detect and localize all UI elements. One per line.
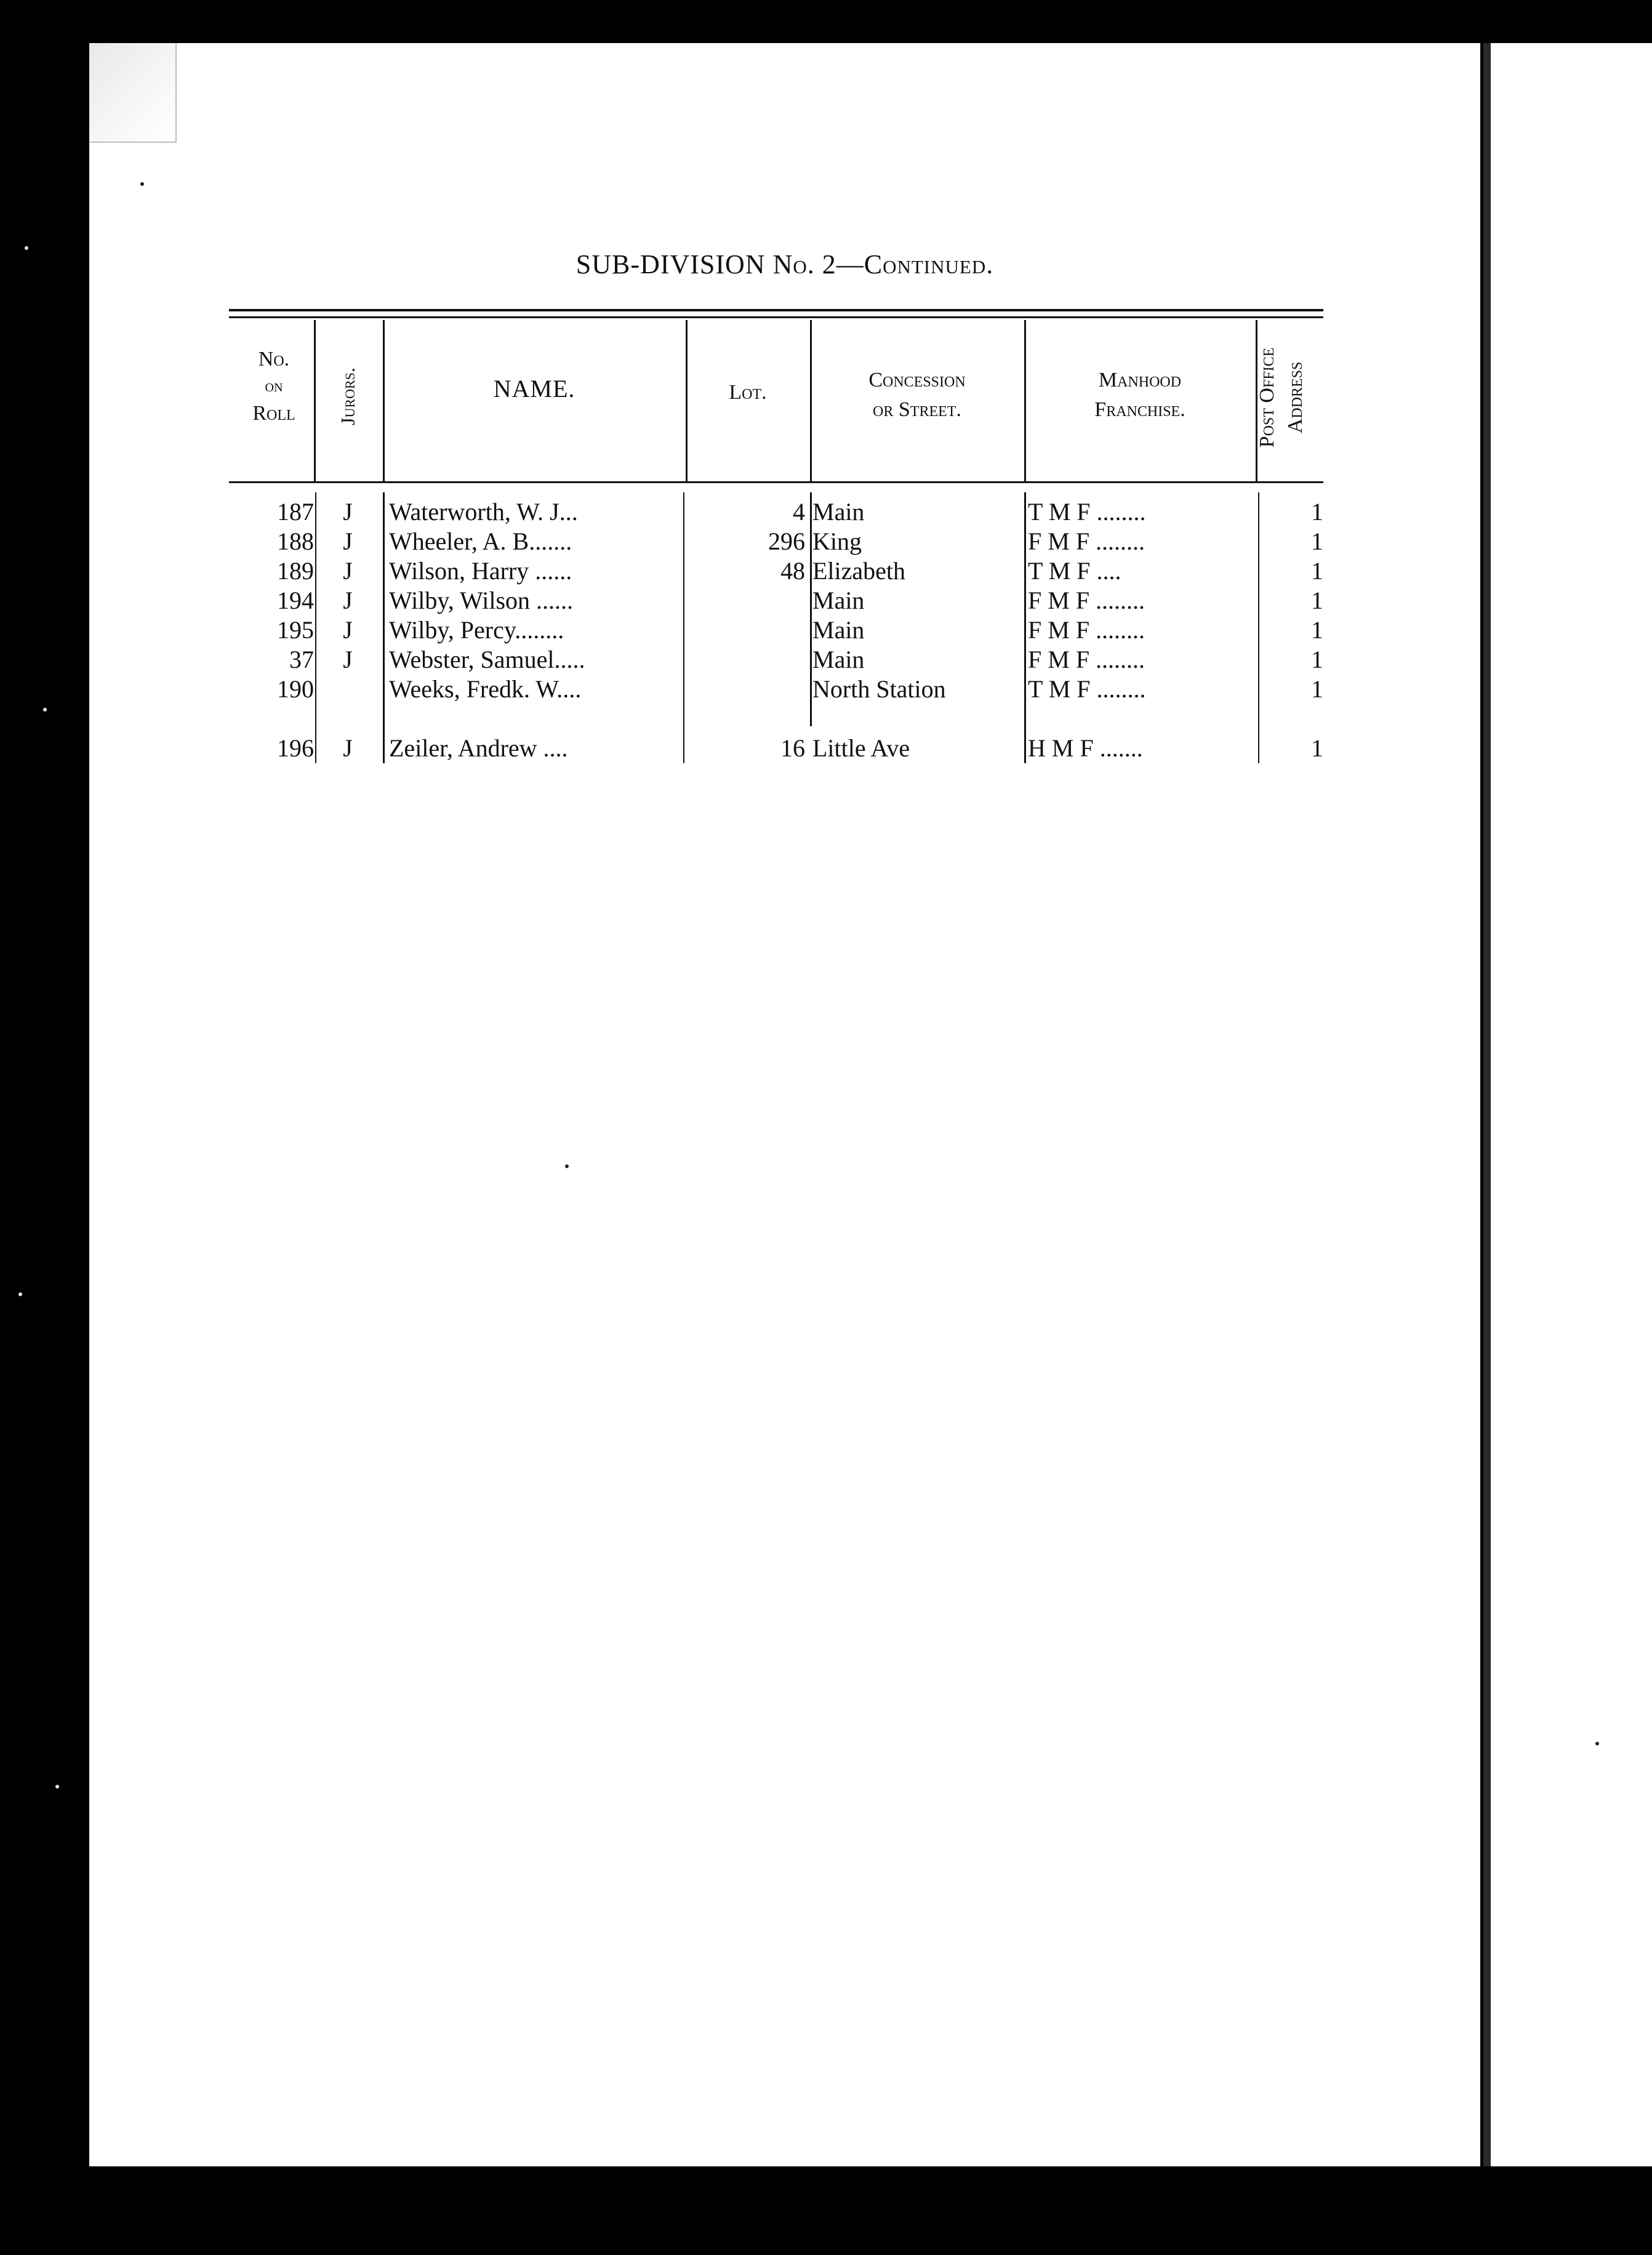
scan-speck	[565, 1164, 569, 1168]
header-concession-line1: Concession	[868, 369, 966, 391]
post-office: 1	[1311, 646, 1323, 673]
title-number: No. 2	[772, 249, 836, 279]
juror-mark: J	[343, 527, 353, 555]
post-office: 1	[1311, 734, 1323, 762]
post-office: 1	[1311, 557, 1323, 585]
header-lot: Lot.	[729, 381, 767, 404]
street: Little Ave	[812, 734, 910, 762]
franchise: T M F ....	[1028, 557, 1121, 585]
header-no-line1: No.	[258, 348, 290, 370]
roll-number: 196	[277, 734, 314, 762]
lot-number: 296	[768, 527, 805, 555]
street: Main	[812, 616, 865, 644]
franchise: F M F ........	[1028, 527, 1145, 555]
scan-speck	[25, 246, 28, 250]
lot-number: 4	[793, 498, 805, 526]
voter-name: Wilby, Wilson ......	[389, 587, 574, 614]
post-office: 1	[1311, 675, 1323, 703]
header-franchise-line1: Manhood	[1098, 369, 1182, 391]
juror-mark: J	[343, 646, 353, 673]
header-jurors: Jurors.	[337, 367, 359, 425]
table-row	[0, 527, 1652, 556]
franchise: F M F ........	[1028, 646, 1145, 673]
scan-speck	[43, 708, 47, 711]
voter-name: Waterworth, W. J...	[389, 498, 578, 526]
table-row	[0, 734, 1652, 763]
roll-number: 194	[277, 587, 314, 614]
header-post-office	[1253, 330, 1312, 465]
lot-number: 48	[780, 557, 805, 585]
juror-mark: J	[343, 616, 353, 644]
scan-speck	[55, 1785, 59, 1788]
header-concession	[810, 366, 1024, 425]
folded-page-corner	[89, 43, 177, 143]
franchise: T M F ........	[1028, 675, 1146, 703]
street: North Station	[812, 675, 946, 703]
juror-mark: J	[343, 498, 353, 526]
table-row	[0, 586, 1652, 615]
post-office: 1	[1311, 587, 1323, 614]
roll-number: 188	[277, 527, 314, 555]
top-rule-inner	[229, 316, 1323, 318]
juror-mark: J	[343, 557, 353, 585]
header-rule	[229, 481, 1323, 483]
scan-speck	[1595, 1742, 1599, 1745]
scan-speck	[140, 182, 144, 186]
header-no-line3: Roll	[252, 402, 295, 425]
street: King	[812, 527, 862, 555]
roll-number: 37	[289, 646, 314, 673]
voter-name: Wilby, Percy........	[389, 616, 564, 644]
street: Main	[812, 646, 865, 673]
roll-number: 189	[277, 557, 314, 585]
voter-name: Wheeler, A. B.......	[389, 527, 572, 555]
title-prefix: SUB-DIVISION	[575, 249, 766, 279]
table-row	[0, 556, 1652, 586]
juror-mark: J	[343, 734, 353, 762]
roll-number: 195	[277, 616, 314, 644]
franchise: T M F ........	[1028, 498, 1146, 526]
post-office: 1	[1311, 527, 1323, 555]
header-concession-line2: or Street.	[873, 398, 961, 421]
street: Main	[812, 587, 865, 614]
roll-number: 190	[277, 675, 314, 703]
page-title	[89, 249, 1480, 280]
column-divider	[314, 320, 316, 481]
header-no-on-roll	[234, 345, 314, 428]
header-franchise	[1024, 366, 1256, 425]
top-rule	[229, 309, 1323, 311]
franchise: F M F ........	[1028, 587, 1145, 614]
street: Main	[812, 498, 865, 526]
voter-name: Zeiler, Andrew ....	[389, 734, 568, 762]
franchise: F M F ........	[1028, 616, 1145, 644]
voter-name: Webster, Samuel.....	[389, 646, 585, 673]
table-row	[0, 497, 1652, 527]
franchise: H M F .......	[1028, 734, 1143, 762]
post-office: 1	[1311, 498, 1323, 526]
juror-mark: J	[343, 587, 353, 614]
street: Elizabeth	[812, 557, 906, 585]
adjacent-page-edge	[1483, 43, 1652, 2166]
roll-number: 187	[277, 498, 314, 526]
table-row	[0, 645, 1652, 675]
scan-speck	[18, 1292, 22, 1296]
title-suffix: —Continued.	[836, 249, 994, 279]
header-name: NAME.	[493, 375, 575, 403]
voter-name: Wilson, Harry ......	[389, 557, 572, 585]
table-row	[0, 675, 1652, 704]
header-no-line2: on	[265, 377, 283, 396]
table-row	[0, 615, 1652, 645]
header-franchise-line2: Franchise.	[1094, 398, 1185, 421]
header-post-office-line1: Post Office	[1256, 347, 1278, 448]
header-post-office-line2: Address	[1284, 361, 1307, 434]
lot-number: 16	[780, 734, 805, 762]
post-office: 1	[1311, 616, 1323, 644]
voter-name: Weeks, Fredk. W....	[389, 675, 582, 703]
